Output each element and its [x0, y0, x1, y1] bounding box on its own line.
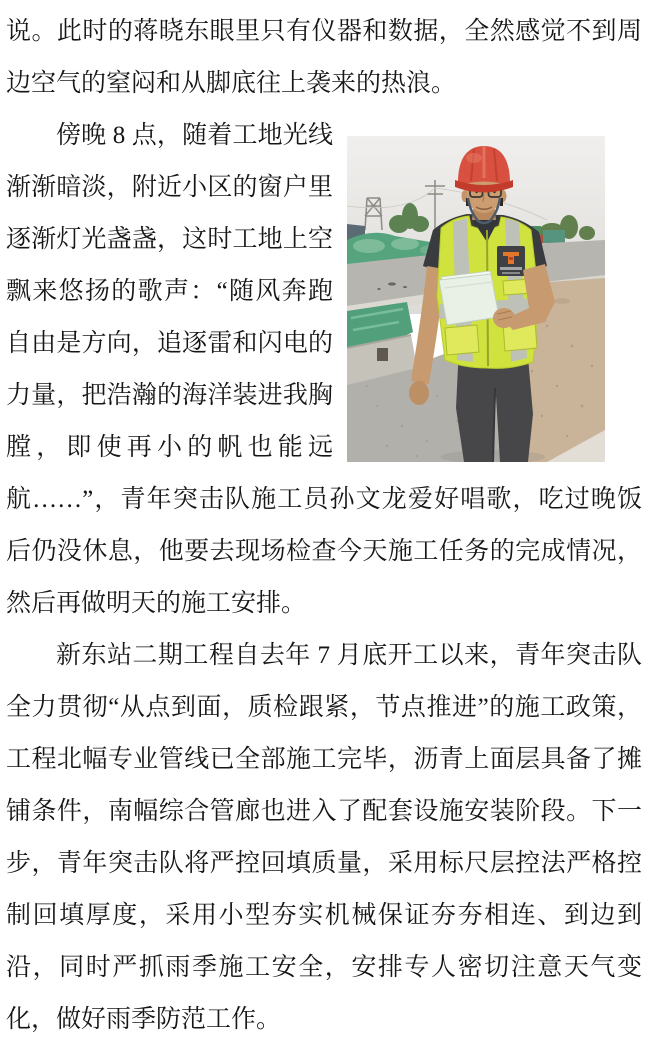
paragraph-3: 新东站二期工程自去年 7 月底开工以来，青年突击队全力贯彻“从点到面，质检跟紧，节点推进”的施工政策，工程北幅专业管线已全部施工完毕，沥青上面层具备了摊铺条件，南幅综合管廊也进入了配套设施安装阶段。下一步，青年突击队将严控回填质量，采用标尺层控法严格控制回填厚度，采用小型夯实机械保证夯夯相连、到边到沿，同时严抓雨季施工安全，安排专人密切注意天气变化，做好雨季防范工作。	[6, 642, 642, 1033]
paragraph-1: 说。此时的蒋晓东眼里只有仪器和数据，全然感觉不到周边空气的窒闷和从脚底往上袭来的热浪。	[6, 18, 642, 97]
vest-pocket-lower-left	[445, 325, 479, 355]
vest-logo-patch	[497, 246, 525, 276]
right-hand	[493, 308, 515, 328]
construction-worker-photo	[347, 136, 605, 462]
construction-site-photo-illustration	[347, 136, 605, 462]
left-hand	[409, 381, 429, 405]
paragraph-2	[6, 110, 642, 630]
paragraph-2-text: 傍晚 8 点，随着工地光线渐渐暗淡，附近小区的窗户里逐渐灯光盏盏，这时工地上空飘来悠扬的歌声：“随风奔跑自由是方向，追逐雷和闪电的力量，把浩瀚的海洋装进我胸膛，即使再小的帆也能远航……”，青年突击队施工员孙文龙爱好唱歌，吃过晚饭后仍没休息，他要去现场检查今天施工任务的完成情况，然后再做明天的施工安排。	[6, 122, 642, 617]
papers	[439, 271, 499, 325]
